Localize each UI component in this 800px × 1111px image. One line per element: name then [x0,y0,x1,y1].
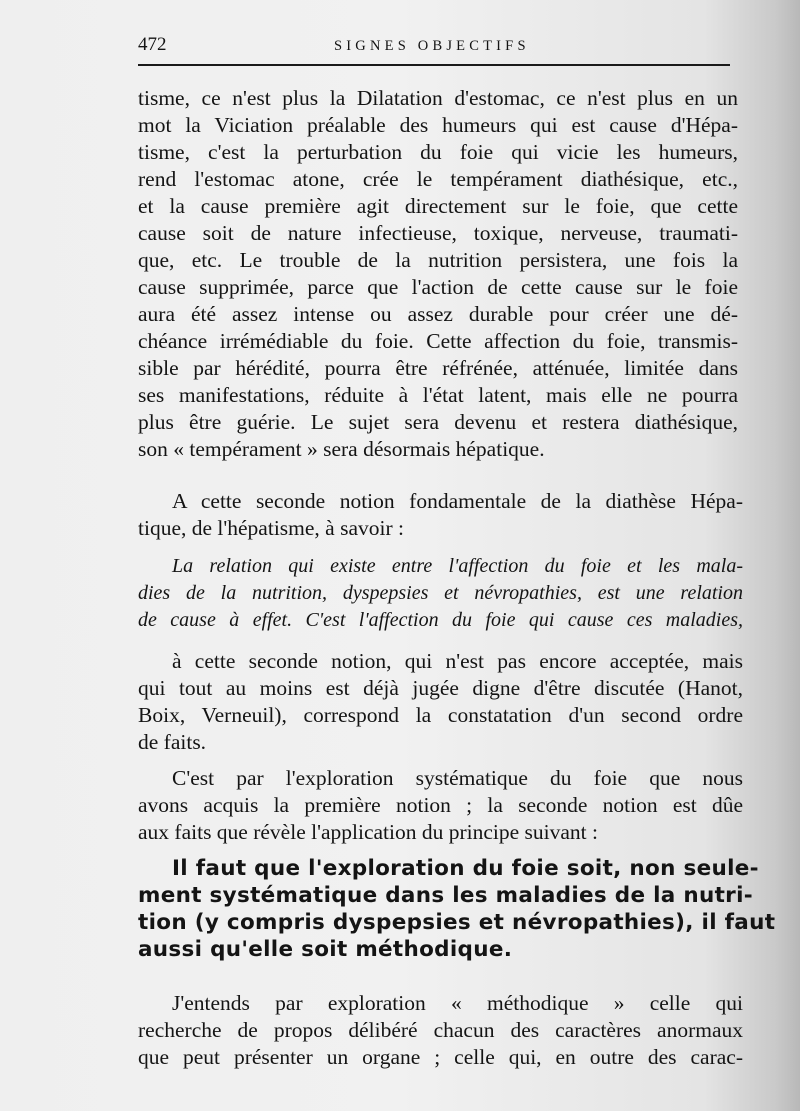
text-line: qui tout au moins est déjà jugée digne d'être discutée (Hanot, [138,676,743,700]
paragraph-2 [138,488,743,542]
paragraph-4 [138,765,743,846]
bold-principle [138,855,776,963]
text-line: son « tempérament » sera désormais hépatique. [138,437,545,461]
text-line: et la cause première agit directement sur le foie, que cette [138,194,738,218]
text-line: cause soit de nature infectieuse, toxique, nerveuse, traumati- [138,221,738,245]
text-line: à cette seconde notion, qui n'est pas encore acceptée, mais [172,649,743,673]
text-line: de faits. [138,730,207,754]
text-line: sible par hérédité, pourra être réfrénée, atténuée, limitée dans [138,356,738,380]
text-line: tisme, c'est la perturbation du foie qui vicie les humeurs, [138,140,738,164]
header-rule [138,64,730,66]
text-line: J'entends par exploration « méthodique » celle qui [172,991,743,1015]
text-line: tion (y compris dyspepsies et névropathies), il faut [138,910,776,935]
text-line: aura été assez intense ou assez durable pour créer une dé- [138,302,738,326]
text-line: aux faits que révèle l'application du principe suivant : [138,820,599,844]
text-line: Boix, Verneuil), correspond la constatation d'un second ordre [138,703,743,727]
text-line: dies de la nutrition, dyspepsies et névropathies, est une relation [138,582,743,604]
text-line: plus être guérie. Le sujet sera devenu et restera diathésique, [138,410,738,434]
text-line: rend l'estomac atone, crée le tempérament diathésique, etc., [138,167,738,191]
text-line: tisme, ce n'est plus la Dilatation d'estomac, ce n'est plus en un [138,86,738,110]
paragraph-3 [138,648,743,756]
text-line: A cette seconde notion fondamentale de la diathèse Hépa- [172,489,743,513]
text-line: ment systématique dans les maladies de la nutri- [138,883,753,908]
text-line: mot la Viciation préalable des humeurs qui est cause d'Hépa- [138,113,738,137]
text-line: aussi qu'elle soit méthodique. [138,937,513,962]
text-line: C'est par l'exploration systématique du foie que nous [172,766,743,790]
text-line: recherche de propos délibéré chacun des caractères anormaux [138,1018,743,1042]
paragraph-1 [138,85,738,463]
text-line: chéance irrémédiable du foie. Cette affection du foie, transmis- [138,329,738,353]
italic-quote [138,553,743,634]
text-line: Il faut que l'exploration du foie soit, non seule- [172,856,759,881]
text-line: tique, de l'hépatisme, à savoir : [138,516,404,540]
text-line: que, etc. Le trouble de la nutrition persistera, une fois la [138,248,738,272]
running-title: SIGNES OBJECTIFS [334,38,530,54]
text-line: La relation qui existe entre l'affection du foie et les mala- [172,555,743,577]
page-header [138,30,730,70]
text-line: ses manifestations, réduite à l'état latent, mais elle ne pourra [138,383,738,407]
text-line: cause supprimée, parce que l'action de cette cause sur le foie [138,275,738,299]
page-number: 472 [138,34,167,55]
paragraph-5 [138,990,743,1071]
text-line: que peut présenter un organe ; celle qui, en outre des carac- [138,1045,743,1069]
text-line: avons acquis la première notion ; la seconde notion est dûe [138,793,743,817]
text-line: de cause à effet. C'est l'affection du foie qui cause ces maladies, [138,609,743,631]
